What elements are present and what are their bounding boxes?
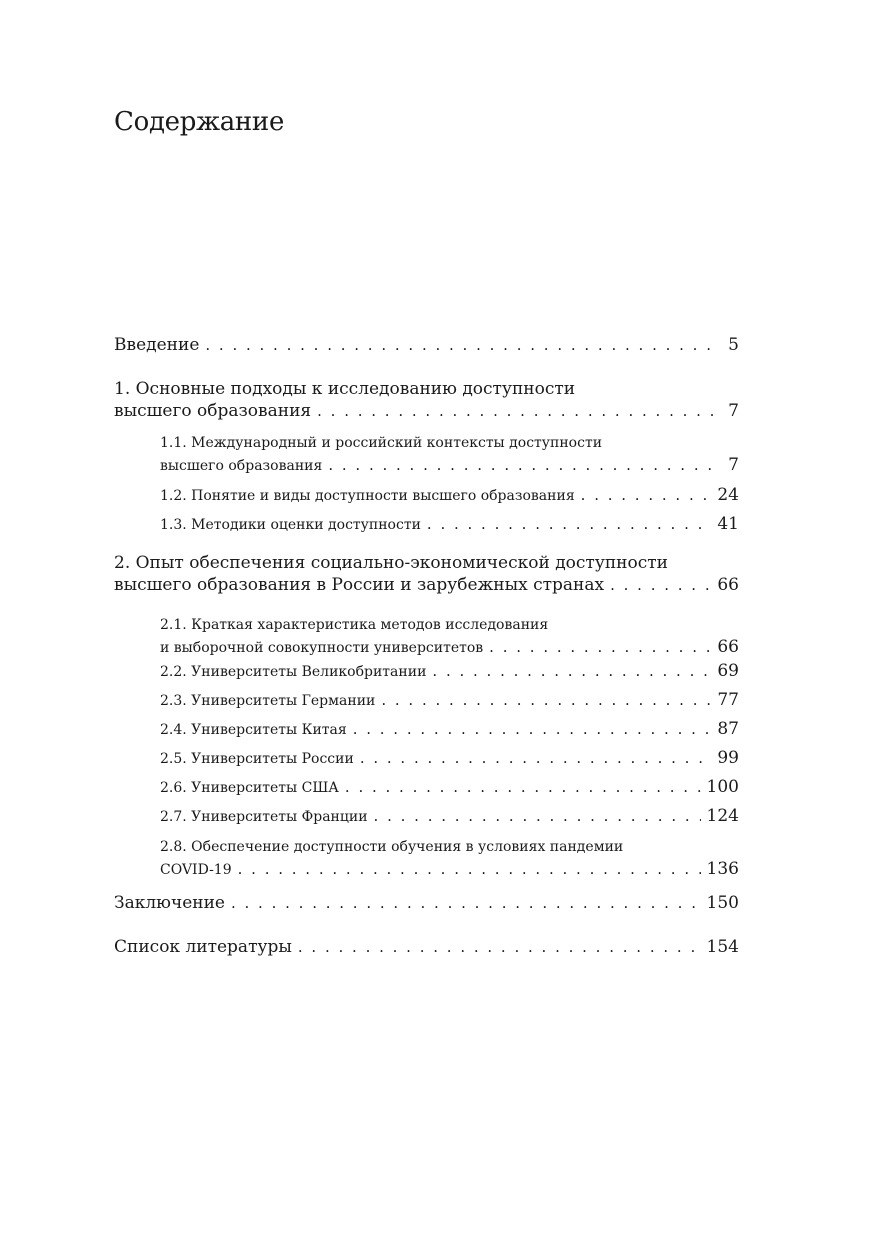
toc-entry[interactable] [114, 936, 739, 958]
toc-entry-title-line: 2.8. Обеспечение доступности обучения в условиях пандемии [160, 839, 624, 855]
toc-entry-last-line [160, 636, 739, 659]
dot-leader [317, 400, 721, 422]
toc-entry-title: 2.4. Университеты Китая [160, 722, 347, 738]
dot-leader [298, 936, 701, 958]
toc-page-number: 24 [717, 485, 739, 505]
toc-entry-title-line: 2. Опыт обеспечения социально-экономической доступности [114, 553, 668, 573]
toc-entry[interactable] [160, 718, 739, 741]
dot-leader [238, 858, 701, 880]
dot-leader [610, 574, 711, 596]
toc-page-number: 124 [706, 806, 739, 826]
toc-entry-title: Заключение [114, 893, 225, 913]
toc-page-number: 66 [717, 637, 739, 657]
toc-entry-last-line [160, 689, 739, 712]
toc-entry[interactable] [114, 334, 739, 356]
toc-entry-title: и выборочной совокупности университетов [160, 640, 484, 656]
toc-entry[interactable] [160, 805, 739, 828]
toc-entry[interactable] [160, 432, 739, 477]
toc-page-number: 154 [706, 937, 739, 957]
toc-entry-last-line [114, 936, 739, 958]
dot-leader [360, 747, 712, 769]
dot-leader [427, 513, 711, 535]
toc-entry-last-line [160, 513, 739, 536]
dot-leader [374, 805, 701, 827]
toc-entry-title: 2.5. Университеты России [160, 751, 354, 767]
toc-entry-last-line [160, 454, 739, 477]
toc-entry-title: высшего образования в России и зарубежных странах [114, 575, 605, 595]
toc-entry[interactable] [160, 484, 739, 507]
toc-page-number: 41 [717, 514, 739, 534]
toc-entry-last-line [160, 747, 739, 770]
toc-page-number: 150 [706, 893, 739, 913]
toc-entry-title: 2.2. Университеты Великобритании [160, 664, 427, 680]
dot-leader [381, 689, 711, 711]
toc-entry-last-line [160, 858, 739, 881]
dot-leader [489, 636, 711, 658]
dot-leader [231, 892, 701, 914]
toc-page-number: 7 [728, 455, 739, 475]
dot-leader [432, 660, 711, 682]
toc-entry-last-line [114, 892, 739, 914]
toc-entry-title: 2.6. Университеты США [160, 780, 339, 796]
toc-entry[interactable] [114, 378, 739, 422]
toc-page-number: 5 [728, 335, 739, 355]
toc-entry-title-line: 2.1. Краткая характеристика методов исследования [160, 617, 549, 633]
toc-entry-last-line [160, 776, 739, 799]
toc-page-number: 100 [706, 777, 739, 797]
toc-entry-title: 2.7. Университеты Франции [160, 809, 368, 825]
toc-entry-title: высшего образования [160, 458, 323, 474]
toc-entry[interactable] [114, 552, 739, 596]
dot-leader [205, 334, 721, 356]
toc-page-number: 99 [717, 748, 739, 768]
toc-entry-title-line: 1. Основные подходы к исследованию доступности [114, 379, 576, 399]
toc-entry-title: COVID-19 [160, 862, 232, 878]
toc-entry-title: 2.3. Университеты Германии [160, 693, 376, 709]
toc-entry-last-line [160, 718, 739, 741]
toc-page-number: 136 [706, 859, 739, 879]
dot-leader [328, 454, 721, 476]
dot-leader [345, 776, 701, 798]
toc-page-number: 7 [728, 401, 739, 421]
dot-leader [581, 484, 712, 506]
toc-entry-title: высшего образования [114, 401, 312, 421]
page-title: Содержание [114, 107, 285, 137]
dot-leader [353, 718, 712, 740]
toc-entry-last-line [160, 805, 739, 828]
toc-entry[interactable] [160, 660, 739, 683]
toc-entry-last-line [160, 660, 739, 683]
toc-entry-title-line: 1.1. Международный и российский контексты доступности [160, 435, 603, 451]
toc-entry[interactable] [160, 836, 739, 881]
toc-entry-title: Список литературы [114, 937, 292, 957]
toc-page-number: 66 [717, 575, 739, 595]
toc-page-number: 87 [717, 719, 739, 739]
toc-entry[interactable] [160, 513, 739, 536]
toc-entry[interactable] [160, 689, 739, 712]
toc-page-number: 77 [717, 690, 739, 710]
toc-entry[interactable] [160, 614, 739, 659]
toc-entry-last-line [114, 334, 739, 356]
toc-entry[interactable] [114, 892, 739, 914]
toc-page-number: 69 [717, 661, 739, 681]
toc-entry[interactable] [160, 776, 739, 799]
toc-entry-last-line [160, 484, 739, 507]
toc-entry[interactable] [160, 747, 739, 770]
toc-entry-title: Введение [114, 335, 200, 355]
toc-entry-title: 1.3. Методики оценки доступности [160, 517, 421, 533]
toc-entry-last-line [114, 400, 739, 422]
toc-entry-title: 1.2. Понятие и виды доступности высшего образования [160, 488, 575, 504]
toc-entry-last-line [114, 574, 739, 596]
